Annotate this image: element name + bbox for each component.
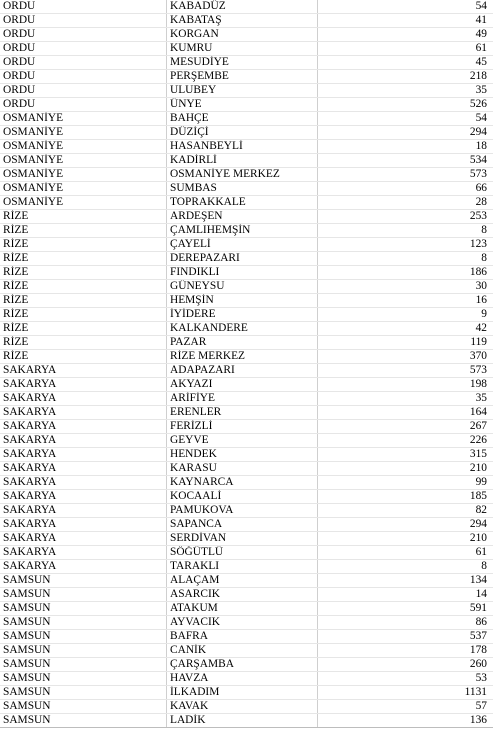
count-cell[interactable]: 35 <box>318 84 493 98</box>
count-cell[interactable]: 210 <box>318 462 493 476</box>
district-cell[interactable]: RİZE MERKEZ <box>167 350 318 364</box>
province-cell[interactable]: RİZE <box>0 350 167 364</box>
table-row <box>0 686 493 700</box>
district-cell[interactable]: BAFRA <box>167 630 318 644</box>
province-cell[interactable]: SAMSUN <box>0 700 167 714</box>
count-cell[interactable]: 18 <box>318 140 493 154</box>
district-cell[interactable]: ÇAMLIHEMŞİN <box>167 224 318 238</box>
province-cell[interactable]: SAKARYA <box>0 504 167 518</box>
province-cell[interactable]: SAMSUN <box>0 714 167 728</box>
province-cell[interactable]: ORDU <box>0 84 167 98</box>
table-row <box>0 490 493 504</box>
province-cell[interactable]: ORDU <box>0 70 167 84</box>
province-cell[interactable]: SAMSUN <box>0 574 167 588</box>
table-row <box>0 434 493 448</box>
district-cell[interactable]: ADAPAZARI <box>167 364 318 378</box>
table-row <box>0 364 493 378</box>
table-row <box>0 546 493 560</box>
count-cell[interactable]: 61 <box>318 546 493 560</box>
count-cell[interactable]: 210 <box>318 532 493 546</box>
count-cell[interactable]: 526 <box>318 98 493 112</box>
district-cell[interactable]: DÜZİÇİ <box>167 126 318 140</box>
count-cell[interactable]: 134 <box>318 574 493 588</box>
count-cell[interactable]: 185 <box>318 490 493 504</box>
table-row <box>0 196 493 210</box>
table-row <box>0 406 493 420</box>
count-cell[interactable]: 267 <box>318 420 493 434</box>
table-row <box>0 252 493 266</box>
province-cell[interactable]: SAMSUN <box>0 644 167 658</box>
table-row <box>0 420 493 434</box>
province-cell[interactable]: OSMANİYE <box>0 154 167 168</box>
district-cell[interactable]: KABATAŞ <box>167 14 318 28</box>
table-row <box>0 238 493 252</box>
district-cell[interactable]: ÜNYE <box>167 98 318 112</box>
district-cell[interactable]: FINDIKLI <box>167 266 318 280</box>
count-cell[interactable]: 16 <box>318 294 493 308</box>
table-row <box>0 266 493 280</box>
district-cell[interactable]: DEREPAZARI <box>167 252 318 266</box>
district-cell[interactable]: ALAÇAM <box>167 574 318 588</box>
count-cell[interactable]: 198 <box>318 378 493 392</box>
district-cell[interactable]: ÇARŞAMBA <box>167 658 318 672</box>
table-row <box>0 224 493 238</box>
district-cell[interactable]: LADİK <box>167 714 318 728</box>
district-cell[interactable]: ÇAYELİ <box>167 238 318 252</box>
province-cell[interactable]: ORDU <box>0 98 167 112</box>
table-row <box>0 280 493 294</box>
count-cell[interactable]: 9 <box>318 308 493 322</box>
province-cell[interactable]: SAMSUN <box>0 588 167 602</box>
count-cell[interactable]: 42 <box>318 322 493 336</box>
count-cell[interactable]: 253 <box>318 210 493 224</box>
province-cell[interactable]: SAKARYA <box>0 420 167 434</box>
district-cell[interactable]: SUMBAS <box>167 182 318 196</box>
count-cell[interactable]: 8 <box>318 252 493 266</box>
count-cell[interactable]: 99 <box>318 476 493 490</box>
province-cell[interactable]: OSMANİYE <box>0 140 167 154</box>
count-cell[interactable]: 123 <box>318 238 493 252</box>
district-cell[interactable]: İLKADIM <box>167 686 318 700</box>
table-row <box>0 70 493 84</box>
table-row <box>0 378 493 392</box>
district-cell[interactable]: SERDİVAN <box>167 532 318 546</box>
count-cell[interactable]: 82 <box>318 504 493 518</box>
province-cell[interactable]: SAKARYA <box>0 532 167 546</box>
province-cell[interactable]: SAKARYA <box>0 546 167 560</box>
count-cell[interactable]: 49 <box>318 28 493 42</box>
table-row <box>0 56 493 70</box>
table-row <box>0 112 493 126</box>
count-cell[interactable]: 53 <box>318 672 493 686</box>
count-cell[interactable]: 573 <box>318 168 493 182</box>
district-cell[interactable]: GÜNEYSU <box>167 280 318 294</box>
province-cell[interactable]: SAMSUN <box>0 630 167 644</box>
table-row <box>0 700 493 714</box>
district-cell[interactable]: KORGAN <box>167 28 318 42</box>
province-cell[interactable]: ORDU <box>0 42 167 56</box>
province-cell[interactable]: OSMANİYE <box>0 112 167 126</box>
table-row <box>0 504 493 518</box>
count-cell[interactable]: 534 <box>318 154 493 168</box>
table-row <box>0 154 493 168</box>
table-row <box>0 448 493 462</box>
table-row <box>0 336 493 350</box>
province-cell[interactable]: OSMANİYE <box>0 168 167 182</box>
count-cell[interactable]: 370 <box>318 350 493 364</box>
count-cell[interactable]: 8 <box>318 560 493 574</box>
province-cell[interactable]: RİZE <box>0 224 167 238</box>
district-cell[interactable]: ARİFİYE <box>167 392 318 406</box>
province-cell[interactable]: OSMANİYE <box>0 196 167 210</box>
province-cell[interactable]: SAKARYA <box>0 434 167 448</box>
table-row <box>0 126 493 140</box>
province-cell[interactable]: RİZE <box>0 308 167 322</box>
province-cell[interactable]: SAMSUN <box>0 686 167 700</box>
province-cell[interactable]: SAKARYA <box>0 490 167 504</box>
province-cell[interactable]: RİZE <box>0 266 167 280</box>
count-cell[interactable]: 1131 <box>318 686 493 700</box>
table-row <box>0 42 493 56</box>
district-cell[interactable]: KADİRLİ <box>167 154 318 168</box>
table-row <box>0 98 493 112</box>
table-row <box>0 322 493 336</box>
province-cell[interactable]: SAKARYA <box>0 406 167 420</box>
province-cell[interactable]: OSMANİYE <box>0 182 167 196</box>
district-cell[interactable]: HASANBEYLİ <box>167 140 318 154</box>
province-cell[interactable]: SAMSUN <box>0 672 167 686</box>
province-cell[interactable]: ORDU <box>0 28 167 42</box>
province-cell[interactable]: RİZE <box>0 210 167 224</box>
table-row <box>0 476 493 490</box>
district-cell[interactable]: HENDEK <box>167 448 318 462</box>
district-cell[interactable]: ARDEŞEN <box>167 210 318 224</box>
district-cell[interactable]: HAVZA <box>167 672 318 686</box>
province-cell[interactable]: RİZE <box>0 252 167 266</box>
district-cell[interactable]: İYİDERE <box>167 308 318 322</box>
district-cell[interactable]: PAMUKOVA <box>167 504 318 518</box>
count-cell[interactable]: 591 <box>318 602 493 616</box>
count-cell[interactable]: 28 <box>318 196 493 210</box>
district-cell[interactable]: SÖĞÜTLÜ <box>167 546 318 560</box>
table-row <box>0 28 493 42</box>
table-row <box>0 658 493 672</box>
district-cell[interactable]: OSMANİYE MERKEZ <box>167 168 318 182</box>
table-row <box>0 602 493 616</box>
district-cell[interactable]: SAPANCA <box>167 518 318 532</box>
province-cell[interactable]: ORDU <box>0 14 167 28</box>
table-row <box>0 630 493 644</box>
table-row <box>0 14 493 28</box>
district-cell[interactable]: HEMŞİN <box>167 294 318 308</box>
table-row <box>0 308 493 322</box>
district-cell[interactable]: ASARCIK <box>167 588 318 602</box>
province-cell[interactable]: RİZE <box>0 322 167 336</box>
table-row <box>0 714 493 728</box>
table-row <box>0 84 493 98</box>
count-cell[interactable]: 537 <box>318 630 493 644</box>
province-cell[interactable]: SAMSUN <box>0 658 167 672</box>
province-cell[interactable]: ORDU <box>0 56 167 70</box>
count-cell[interactable]: 294 <box>318 518 493 532</box>
district-cell[interactable]: GEYVE <box>167 434 318 448</box>
district-cell[interactable]: KARASU <box>167 462 318 476</box>
count-cell[interactable]: 35 <box>318 392 493 406</box>
table-row <box>0 140 493 154</box>
district-cell[interactable]: ERENLER <box>167 406 318 420</box>
table-row <box>0 518 493 532</box>
table-row <box>0 462 493 476</box>
province-cell[interactable]: RİZE <box>0 294 167 308</box>
table-row <box>0 616 493 630</box>
count-cell[interactable]: 14 <box>318 588 493 602</box>
district-cell[interactable]: PAZAR <box>167 336 318 350</box>
province-cell[interactable]: SAKARYA <box>0 518 167 532</box>
province-cell[interactable]: SAMSUN <box>0 602 167 616</box>
district-cell[interactable]: AKYAZI <box>167 378 318 392</box>
district-cell[interactable]: TARAKLI <box>167 560 318 574</box>
count-cell[interactable]: 54 <box>318 112 493 126</box>
table-row <box>0 392 493 406</box>
district-cell[interactable]: KAVAK <box>167 700 318 714</box>
count-cell[interactable]: 260 <box>318 658 493 672</box>
count-cell[interactable]: 136 <box>318 714 493 728</box>
count-cell[interactable]: 315 <box>318 448 493 462</box>
province-cell[interactable]: SAKARYA <box>0 392 167 406</box>
count-cell[interactable]: 218 <box>318 70 493 84</box>
table-row <box>0 644 493 658</box>
province-cell[interactable]: RİZE <box>0 238 167 252</box>
province-cell[interactable]: SAMSUN <box>0 616 167 630</box>
table-row <box>0 294 493 308</box>
table-row <box>0 574 493 588</box>
district-cell[interactable]: KOCAALİ <box>167 490 318 504</box>
table-row <box>0 672 493 686</box>
table-row <box>0 560 493 574</box>
count-cell[interactable]: 61 <box>318 42 493 56</box>
district-cell[interactable]: ULUBEY <box>167 84 318 98</box>
district-cell[interactable]: ATAKUM <box>167 602 318 616</box>
province-cell[interactable]: SAKARYA <box>0 364 167 378</box>
province-cell[interactable]: SAKARYA <box>0 378 167 392</box>
province-cell[interactable]: OSMANİYE <box>0 126 167 140</box>
count-cell[interactable]: 54 <box>318 0 493 14</box>
table-row <box>0 350 493 364</box>
count-cell[interactable]: 30 <box>318 280 493 294</box>
district-cell[interactable]: CANİK <box>167 644 318 658</box>
count-cell[interactable]: 573 <box>318 364 493 378</box>
province-cell[interactable]: RİZE <box>0 280 167 294</box>
count-cell[interactable]: 178 <box>318 644 493 658</box>
count-cell[interactable]: 226 <box>318 434 493 448</box>
table-row <box>0 182 493 196</box>
count-cell[interactable]: 186 <box>318 266 493 280</box>
province-cell[interactable]: ORDU <box>0 0 167 14</box>
district-cell[interactable]: AYVACIK <box>167 616 318 630</box>
district-cell[interactable]: FERİZLİ <box>167 420 318 434</box>
count-cell[interactable]: 294 <box>318 126 493 140</box>
district-cell[interactable]: KABADÜZ <box>167 0 318 14</box>
district-cell[interactable]: KALKANDERE <box>167 322 318 336</box>
province-cell[interactable]: RİZE <box>0 336 167 350</box>
count-cell[interactable]: 8 <box>318 224 493 238</box>
district-cell[interactable]: TOPRAKKALE <box>167 196 318 210</box>
count-cell[interactable]: 45 <box>318 56 493 70</box>
district-cell[interactable]: BAHÇE <box>167 112 318 126</box>
table-row <box>0 0 493 14</box>
district-cell[interactable]: MESUDİYE <box>167 56 318 70</box>
district-cell[interactable]: KAYNARCA <box>167 476 318 490</box>
count-cell[interactable]: 86 <box>318 616 493 630</box>
province-cell[interactable]: SAKARYA <box>0 462 167 476</box>
table-row <box>0 532 493 546</box>
district-cell[interactable]: PERŞEMBE <box>167 70 318 84</box>
table-row <box>0 168 493 182</box>
table-row <box>0 210 493 224</box>
district-cell[interactable]: KUMRU <box>167 42 318 56</box>
province-cell[interactable]: SAKARYA <box>0 448 167 462</box>
count-cell[interactable]: 66 <box>318 182 493 196</box>
count-cell[interactable]: 119 <box>318 336 493 350</box>
province-cell[interactable]: SAKARYA <box>0 476 167 490</box>
count-cell[interactable]: 57 <box>318 700 493 714</box>
count-cell[interactable]: 164 <box>318 406 493 420</box>
province-cell[interactable]: SAKARYA <box>0 560 167 574</box>
table-row <box>0 588 493 602</box>
count-cell[interactable]: 41 <box>318 14 493 28</box>
